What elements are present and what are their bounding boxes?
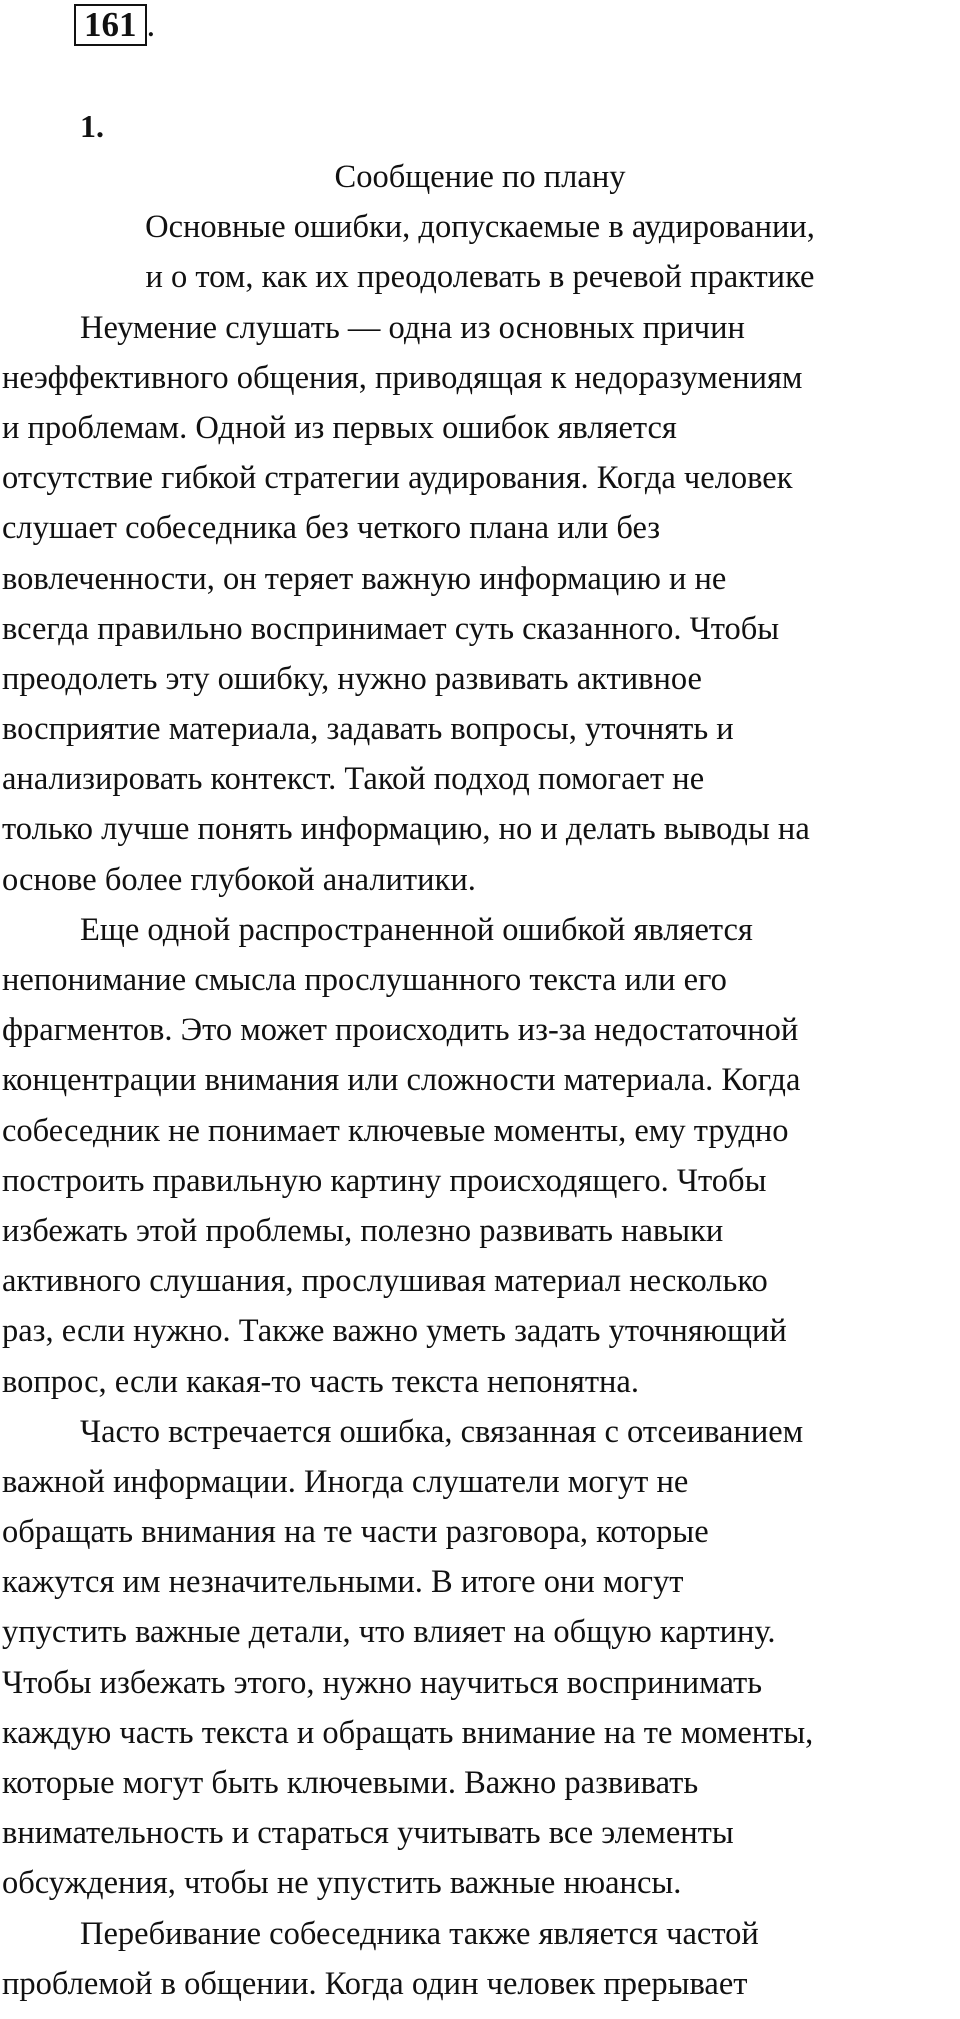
paragraph-1-line: и проблемам. Одной из первых ошибок является	[2, 409, 677, 446]
paragraph-1-line: отсутствие гибкой стратегии аудирования. Когда человек	[2, 460, 793, 497]
paragraph-2-line: Еще одной распространенной ошибкой является	[80, 911, 753, 948]
paragraph-1-line: анализировать контекст. Такой подход помогает не	[2, 761, 705, 798]
paragraph-2-line: собеседник не понимает ключевые моменты, ему трудно	[2, 1112, 789, 1149]
paragraph-4-line: Перебивание собеседника также является частой	[80, 1915, 759, 1952]
paragraph-2-line: раз, если нужно. Также важно уметь задать уточняющий	[2, 1313, 787, 1350]
paragraph-1-line: основе более глубокой аналитики.	[2, 861, 476, 898]
paragraph-3-line: важной информации. Иногда слушатели могут не	[2, 1463, 689, 1500]
paragraph-2-line: вопрос, если какая-то часть текста непонятна.	[2, 1363, 639, 1400]
paragraph-3-line: Чтобы избежать этого, нужно научиться воспринимать	[2, 1664, 763, 1701]
paragraph-1-line: восприятие материала, задавать вопросы, уточнять и	[2, 711, 734, 748]
heading-subtitle-line-1: Основные ошибки, допускаемые в аудировании,	[145, 209, 815, 246]
paragraph-3-line: которые могут быть ключевыми. Важно развивать	[2, 1765, 699, 1801]
paragraph-3-line: Часто встречается ошибка, связанная с отсеиванием	[80, 1413, 804, 1450]
paragraph-3-line: каждую часть текста и обращать внимание на те моменты,	[2, 1714, 814, 1751]
paragraph-1-line: слушает собеседника без четкого плана или без	[2, 510, 661, 547]
heading-title: Сообщение по плану	[334, 159, 626, 195]
paragraph-2-line: избежать этой проблемы, полезно развивать навыки	[2, 1212, 724, 1249]
paragraph-2-line: активного слушания, прослушивая материал несколько	[2, 1263, 768, 1300]
paragraph-2-line: построить правильную картину происходящего. Чтобы	[2, 1162, 767, 1199]
exercise-number-box: 161	[74, 4, 147, 46]
paragraph-1-line: Неумение слушать — одна из основных причин	[80, 309, 745, 346]
paragraph-1-line: всегда правильно воспринимает суть сказанного. Чтобы	[2, 610, 780, 647]
exercise-number	[74, 4, 155, 46]
exercise-number-dot: .	[146, 5, 156, 44]
paragraph-1-line: только лучше понять информацию, но и делать выводы на	[2, 811, 810, 848]
paragraph-2-line: фрагментов. Это может происходить из-за недостаточной	[2, 1012, 799, 1049]
paragraph-1-line: вовлеченности, он теряет важную информацию и не	[2, 560, 727, 597]
paragraph-3-line: внимательность и стараться учитывать все элементы	[2, 1815, 734, 1852]
paragraph-3-line: обсуждения, чтобы не упустить важные нюансы.	[2, 1865, 682, 1902]
task-number: 1.	[80, 108, 104, 144]
paragraph-3-line: кажутся им незначительными. В итоге они могут	[2, 1564, 684, 1601]
paragraph-4-line: проблемой в общении. Когда один человек прерывает	[2, 1965, 748, 2002]
document-body	[0, 152, 960, 2009]
paragraph-3-line: обращать внимания на те части разговора, которые	[2, 1514, 709, 1551]
paragraph-1-line: неэффективного общения, приводящая к недоразумениям	[2, 359, 803, 396]
paragraph-3-line: упустить важные детали, что влияет на общую картину.	[2, 1614, 776, 1651]
paragraph-2-line: непонимание смысла прослушанного текста или его	[2, 962, 727, 998]
paragraph-2-line: концентрации внимания или сложности материала. Когда	[2, 1062, 801, 1099]
paragraph-1-line: преодолеть эту ошибку, нужно развивать активное	[2, 660, 702, 697]
heading-subtitle-line-2: и о том, как их преодолевать в речевой практике	[145, 259, 815, 296]
